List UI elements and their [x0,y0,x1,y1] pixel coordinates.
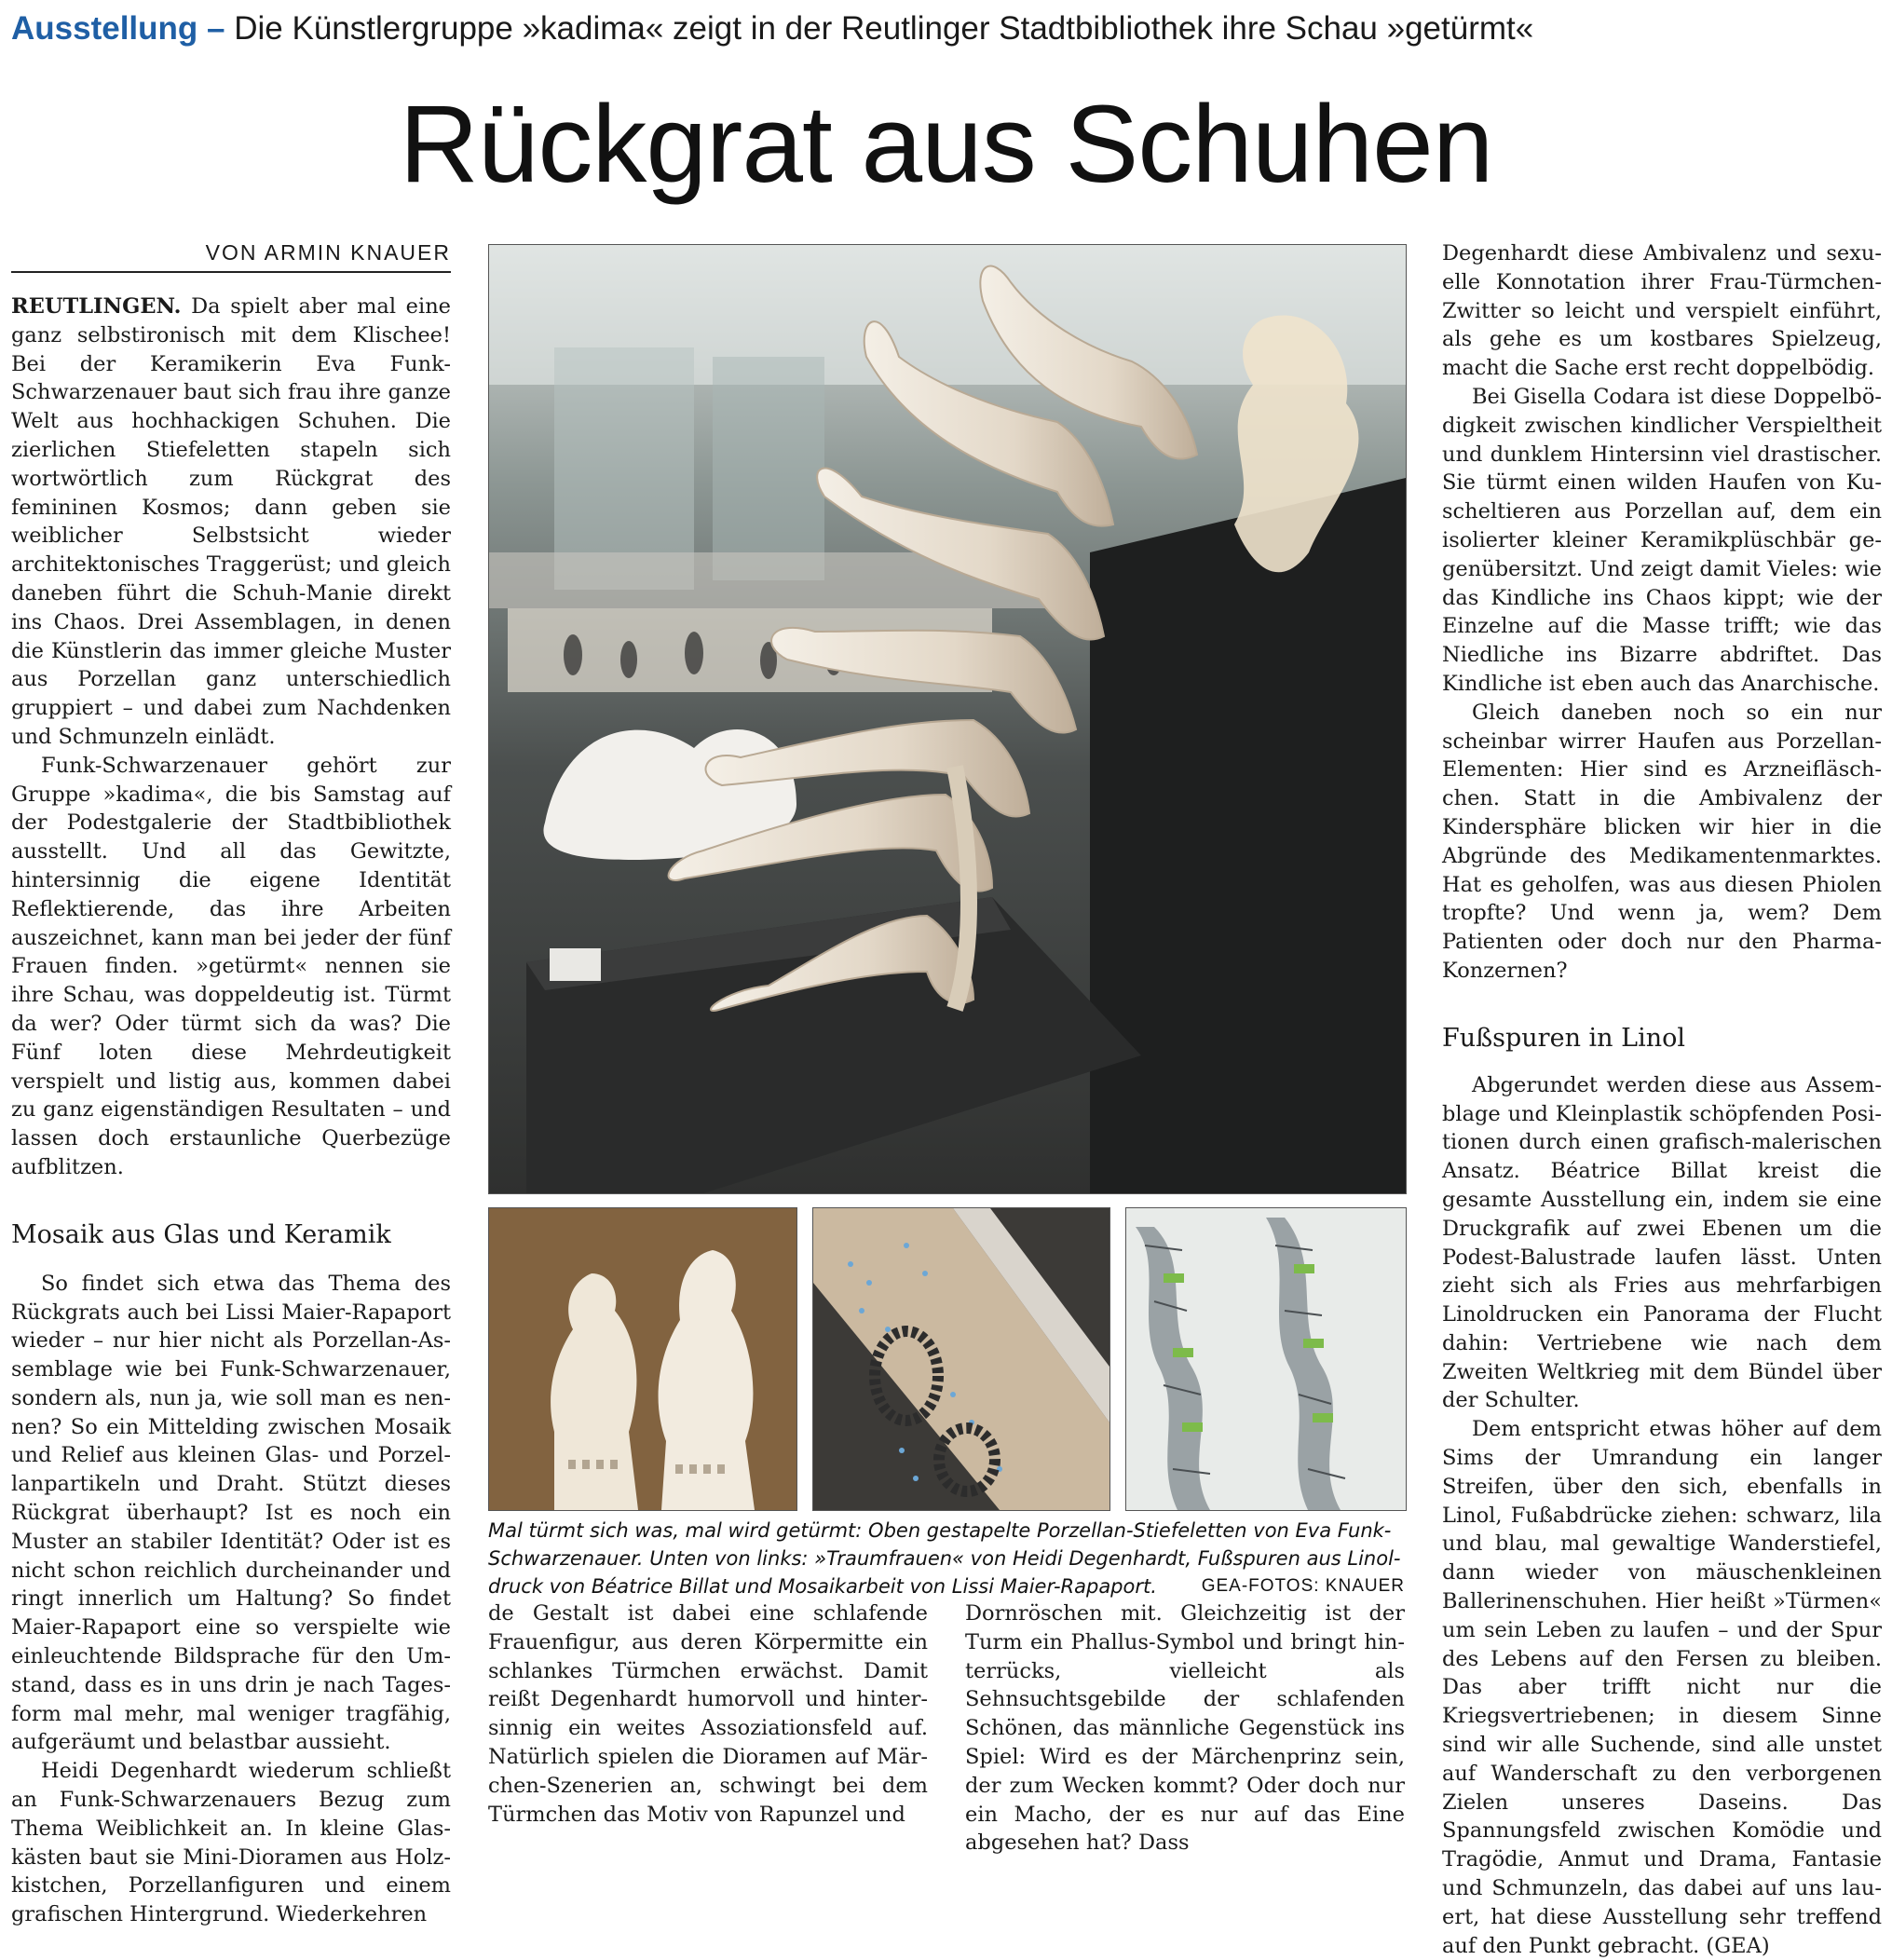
photo-caption [488,1517,1405,1600]
paragraph: Dornröschen mit. Gleichzeitig ist der Turm ein Phallus-Symbol und bringt hinterrücks, vielleicht als Sehnsuchtsgebilde der schlafenden Schönen, das männliche Gegenstück ins Spiel: Wird es der Märchenprinz sein, der zum Wecken kommt? Oder doch nur ein Macho, der es nur auf das Eine abgesehen hat? Dass [965,1601,1405,1856]
kicker-section: Ausstellung [11,10,198,47]
linocut-footprints-image [813,1208,1109,1510]
stacked-shoes-sculpture-image [489,245,1406,1193]
paragraph: Gleich daneben noch so ein nur scheinbar wirrer Haufen aus Porzellan-Elementen: Hier sind es Arzneifläschchen. Statt in die Ambivalenz der Kindersphäre blicken wir hier in die Abgründe des Medikamentenmarktes. Hat es geholfen, was aus diesen Phiolen tropfte? Und wenn ja, wem? Dem Patienten oder doch nur den Pharma-Konzernen? [1442,700,1882,983]
subheading-mosaik: Mosaik aus Glas und Keramik [11,1219,391,1249]
kicker-dash: – [207,10,225,47]
kicker-line [11,6,1884,52]
paragraph: de Gestalt ist dabei eine schlafende Frauenfigur, aus deren Körpermitte ein schlankes Türmchen erwächst. Damit reißt Degenhardt humorvoll und hintersinnig ein weites Assoziationsfeld auf. Natürlich spielen die Dioramen auf Märchen-Szenerien an, schwingt bei dem Türmchen das Motiv von Rapunzel und [488,1601,928,1827]
kicker-text: Die Künstlergruppe »kadima« zeigt in der Reutlinger Stadtbibliothek ihre Schau »getürmt« [234,10,1534,47]
paragraph: Bei Gisella Codara ist diese Doppelbödigkeit zwischen kindlicher Verspieltheit und dunklem Hintersinn viel drastischer. Sie türmt einen wilden Haufen von Kuscheltieren aus Porzellan auf, dem ein isolierter kleiner Keramikplüschbär gegenübersitzt. Und zeigt damit Vieles: wie das Kindliche ins Chaos kippt; wie der Einzelne auf die Masse trifft; wie das Niedliche ins Bizarre abdriftet. Das Kindliche ist eben auch das Anarchische. [1442,384,1882,696]
photo-mosaik [1125,1207,1407,1511]
dateline: REUTLINGEN. [11,294,182,319]
article-column-1 [11,293,451,1929]
paragraph: So findet sich etwa das Thema des Rückgrats auch bei Lissi Maier-Rapaport wieder – nur hier nicht als Porzellan-Assemblage wie bei Funk-Schwarzenauer, sondern als, nun ja, wie soll man es nennen? So ein Mittelding zwischen Mosaik und Relief aus kleinen Glas- und Porzellanpartikeln und Draht. Stützt dieses Rückgrat überhaupt? Ist es noch ein Muster an stabiler Identität? Oder ist es nicht schon reichlich durcheinander und ringt innerlich um Haltung? So findet Maier-Rapaport eine so verspielte wie einleuchtende Bildsprache für den Umstand, dass es in uns drin je nach Tagesform mal mehr, mal weniger tragfähig, aufgeräumt und belastbar aussieht. [11,1271,451,1755]
byline: VON ARMIN KNAUER [11,240,451,273]
paragraph: Funk-Schwarzenauer gehört zur Gruppe »kadima«, die bis Samstag auf der Podestgalerie der Stadtbibliothek ausstellt. Und all das Gewitzte, hintersinnig die eigene Identität Reflektierende, das ihre Arbeiten auszeichnet, kann man bei jeder der fünf Frauen finden. »getürmt« nennen sie ihre Schau, was doppeldeutig ist. Türmt da wer? Oder türmt sich da was? Die Fünf loten diese Mehrdeutigkeit verspielt und listig aus, kommen dabei zu ganz eigenständigen Resultaten – und lassen doch erstaunliche Querbezüge aufblitzen. [11,753,451,1179]
article-column-2 [488,1599,928,1829]
paragraph: Abgerundet werden diese aus Assemblage und Kleinplastik schöpfenden Positionen durch einen grafisch-malerischen Ansatz. Béatrice Billat kreist die gesamte Ausstellung ein, indem sie eine Druckgrafik auf zwei Ebenen um die Podest-Balustrade laufen lässt. Unten zieht sich als Fries aus mehrfarbigen Linoldrucken ein Panorama der Flucht dahin: Vertriebene wie nach dem Zweiten Weltkrieg mit dem Bündel über der Schulter. [1442,1072,1882,1413]
article-column-3 [965,1599,1405,1858]
headline: Rückgrat aus Schuhen [399,83,1493,206]
paragraph [11,293,451,752]
caption-text: Mal türmt sich was, mal wird getürmt: Oben gestapelte Porzellan-Stiefeletten von Eva Funk-Schwarzenauer. Unten von links: »Traumfrauen« von Heidi Degenhardt, Fußspuren aus Linoldruck von Béatrice Billat und Mosaikarbeit von Lissi Maier-Rapaport. [488,1519,1401,1598]
mosaic-artwork-image [1126,1208,1406,1510]
paragraph: Dem entspricht etwas höher auf dem Sims der Umrandung ein langer Streifen, über den sich, ebenfalls in Linol, Fußabdrücke ziehen: schwarz, lila und blau, mal gewaltige Wanderstiefel, dann wieder von mäuschenkleinen Ballerinenschuhen. Hier heißt »Türmen« um sein Leben zu laufen – und der Spur des Lebens auf den Fersen zu bleiben. Das aber trifft nicht nur die Kriegsvertriebenen; in diesem Sinne sind wir alle Suchende, sind alle unstet auf Wanderschaft zu den verborgenen Zielen unseres Daseins. Das Spannungsfeld zwischen Komödie und Tragödie, Anmut und Drama, Fantasie und Schmunzeln, das dabei auf uns lauert, hat diese Ausstellung sehr treffend auf den Punkt gebracht. (GEA) [1442,1417,1882,1958]
main-photo [488,244,1407,1194]
subheading-fussspuren: Fußspuren in Linol [1442,1023,1685,1053]
paragraph: Degenhardt diese Ambivalenz und sexuelle Konnotation ihrer Frau-Türmchen-Zwitter so leicht und verspielt einführt, als gehe es um kostbares Spielzeug, macht die Sache erst recht doppelbödig. [1442,241,1882,381]
photo-credit: GEA-FOTOS: KNAUER [1201,1576,1405,1596]
paragraph: Heidi Degenhardt wiederum schließt an Funk-Schwarzenauers Bezug zum Thema Weiblichkeit an. In kleine Glaskästen baut sie Mini-Dioramen aus Holzkistchen, Porzellanfiguren und einem grafischen Hintergrund. Wiederkehren [11,1759,451,1927]
photo-traumfrauen [488,1207,797,1511]
photo-fussspuren [812,1207,1110,1511]
porcelain-figures-image [489,1208,796,1510]
article-column-4 [1442,239,1882,1960]
paragraph-text: Da spielt aber mal eine ganz selbstironisch mit dem Klischee! Bei der Keramikerin Eva Funk-Schwarzenauer baut sich frau ihre ganze Welt aus hochhackigen Schuhen. Die zierlichen Stiefeletten stapeln sich wortwörtlich zum Rückgrat des femininen Kosmos; dann geben sie weiblicher Selbstsicht wieder architektonisches Traggerüst; und gleich daneben führt die Schuh-Manie direkt ins Chaos. Drei Assemblagen, in denen die Künstlerin das immer gleiche Muster aus Porzellan ganz unterschiedlich gruppiert – und dabei zum Nachdenken und Schmunzeln einlädt. [11,294,451,749]
